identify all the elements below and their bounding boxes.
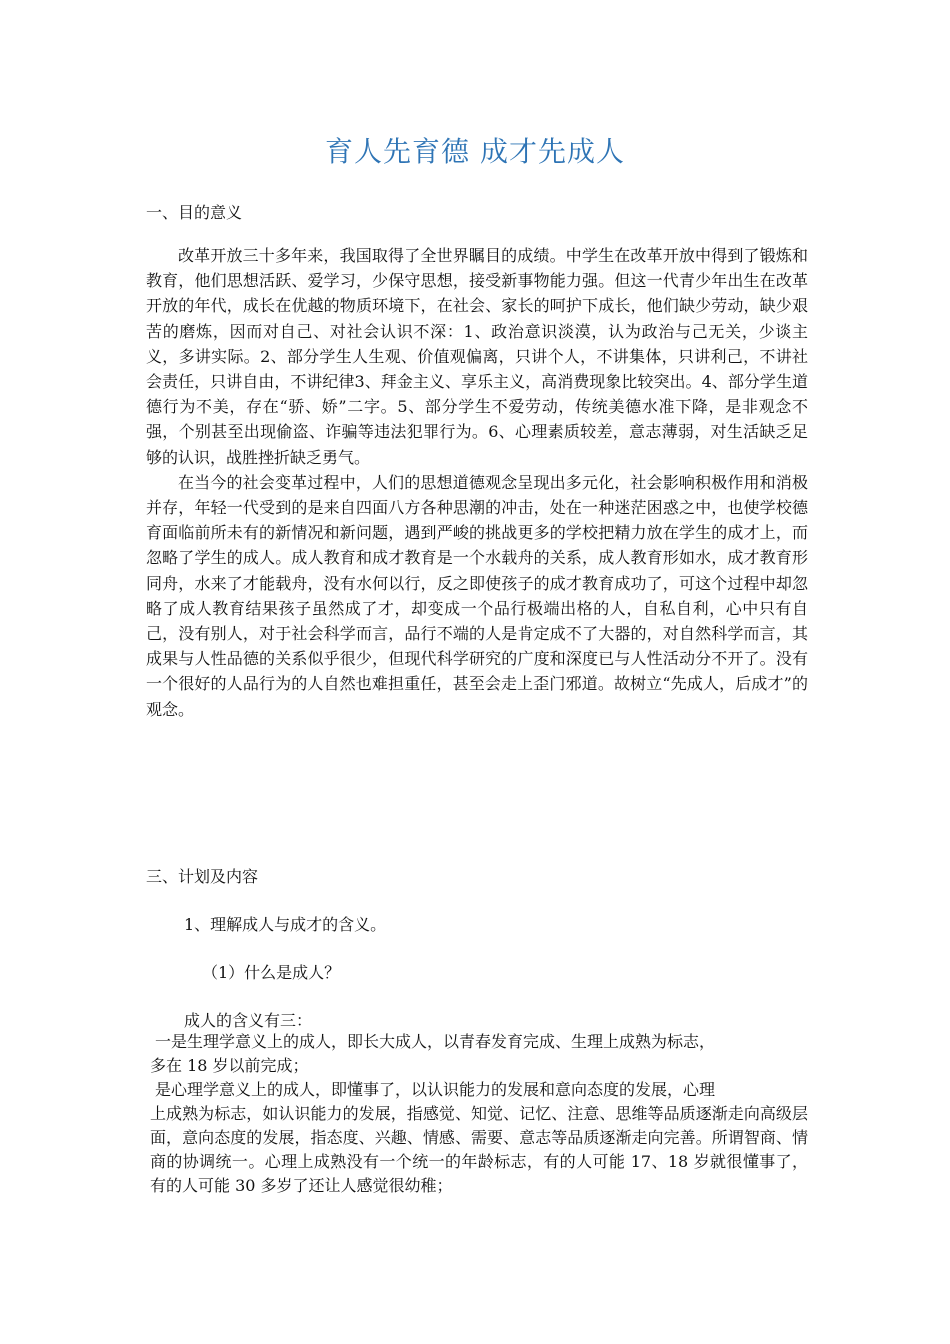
point-1-line-2: 多在 18 岁以前完成； — [150, 1056, 309, 1075]
adult-meaning-points — [150, 1030, 808, 1198]
point-1-line-1: 一是生理学意义上的成人，即长大成人，以青春发育完成、生理上成熟为标志， — [155, 1032, 716, 1051]
point-2-rest: 上成熟为标志，如认识能力的发展，指感觉、知觉、记忆、注意、思维等品质逐渐走向高级层面，意向态度的发展，指态度、兴趣、情感、需要、意志等品质逐渐走向完善。所谓智商、情商的协调统一。心理上成熟没有一个统一的年龄标志，有的人可能 17、18 岁就很懂事了，有的人可能 30 多岁了还让人感觉很幼稚； — [150, 1104, 808, 1195]
adult-meaning-intro: 成人的含义有三： — [184, 1011, 313, 1030]
point-2-line-1: 是心理学意义上的成人，即懂事了，以认识能力的发展和意向态度的发展，心理 — [155, 1080, 716, 1099]
purpose-body — [146, 243, 808, 722]
purpose-paragraph-1: 改革开放三十多年来，我国取得了全世界瞩目的成绩。中学生在改革开放中得到了锻炼和教育，他们思想活跃、爱学习，少保守思想，接受新事物能力强。但这一代青少年出生在改革开放的年代，成长在优越的物质环境下，在社会、家长的呵护下成长，他们缺少劳动，缺少艰苦的磨炼，因而对自己、对社会认识不深：1、政治意识淡漠，认为政治与己无关，少谈主义，多讲实际。2、部分学生人生观、价值观偏离，只讲个人，不讲集体，只讲利己，不讲社会责任，只讲自由，不讲纪律3、拜金主义、享乐主义，高消费现象比较突出。4、部分学生道德行为不美，存在“骄、娇”二字。5、部分学生不爱劳动，传统美德水准下降，是非观念不强，个别甚至出现偷盗、诈骗等违法犯罪行为。6、心理素质较差，意志薄弱，对生活缺乏足够的认识，战胜挫折缺乏勇气。 — [146, 246, 808, 467]
purpose-paragraph-2: 在当今的社会变革过程中，人们的思想道德观念呈现出多元化，社会影响积极作用和消极并存，年轻一代受到的是来自四面八方各种思潮的冲击，处在一种迷茫困惑之中，也使学校德育面临前所未有的新情况和新问题，遇到严峻的挑战更多的学校把精力放在学生的成才上，而忽略了学生的成人。成人教育和成才教育是一个水载舟的关系，成人教育形如水，成才教育形同舟，水来了才能载舟，没有水何以行，反之即使孩子的成才教育成功了，可这个过程中却忽略了成人教育结果孩子虽然成了才，却变成一个品行极端出格的人，自私自利，心中只有自己，没有别人，对于社会科学而言，品行不端的人是肯定成不了大器的，对自然科学而言，其成果与人性品德的关系似乎很少，但现代科学研究的广度和深度已与人性活动分不开了。没有一个很好的人品行为的人自然也难担重任，甚至会走上歪门邪道。故树立“先成人，后成才”的观念。 — [146, 472, 808, 719]
plan-item-1: 1、理解成人与成才的含义。 — [184, 915, 387, 934]
plan-subitem-1: （1）什么是成人？ — [202, 963, 341, 982]
section-heading-plan: 三、计划及内容 — [146, 867, 259, 886]
document-title: 育人先育德 成才先成人 — [325, 135, 625, 168]
section-heading-purpose: 一、目的意义 — [146, 203, 243, 222]
